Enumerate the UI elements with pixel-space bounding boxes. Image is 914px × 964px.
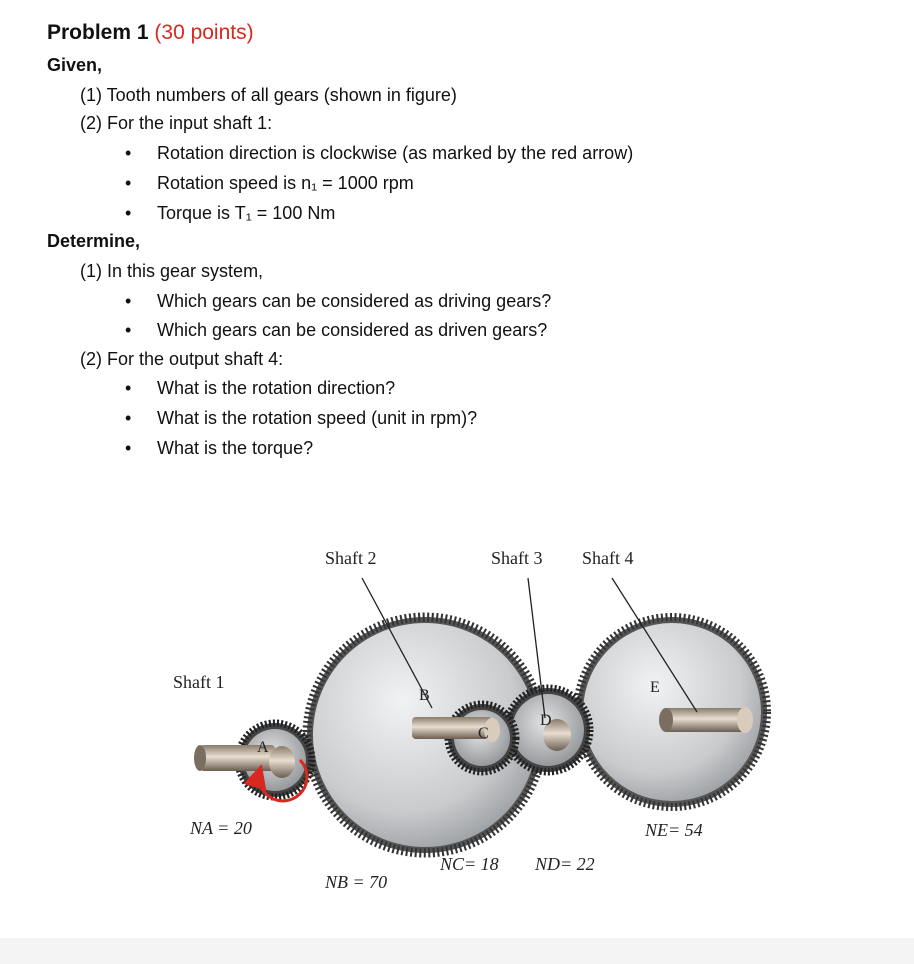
letter-d: D — [540, 712, 552, 729]
given-bullet-1 — [125, 143, 634, 164]
determine-bullet-1 — [125, 291, 552, 312]
determine-item-2: (2) For the output shaft 4: — [80, 349, 284, 369]
given-bullet-text: Torque is T₁ = 100 Nm — [157, 203, 336, 223]
determine-bullet-text: Which gears can be considered as driven gears? — [157, 320, 548, 340]
given-bullet-text: Rotation speed is n₁ = 1000 rpm — [157, 173, 414, 193]
problem-points: (30 points) — [154, 21, 254, 44]
bullet-dot: • — [125, 378, 132, 398]
letter-c: C — [478, 725, 489, 742]
letter-e: E — [650, 679, 660, 696]
label-shaft-3: Shaft 3 — [491, 548, 543, 568]
bullet-dot: • — [125, 203, 132, 223]
label-shaft-1: Shaft 1 — [173, 672, 225, 692]
given-bullet-text: Rotation direction is clockwise (as marked by the red arrow) — [157, 143, 634, 163]
bullet-dot: • — [125, 143, 132, 163]
bullet-dot: • — [125, 438, 132, 458]
given-item-2: (2) For the input shaft 1: — [80, 113, 273, 133]
label-shaft-4: Shaft 4 — [582, 548, 634, 568]
given-heading: Given, — [47, 55, 103, 75]
label-shaft-2: Shaft 2 — [325, 548, 377, 568]
determine-bullet-3 — [125, 378, 396, 399]
label-nd: ND= 22 — [535, 854, 595, 874]
shaft-4 — [659, 707, 753, 733]
determine-bullet-text: Which gears can be considered as driving gears? — [157, 291, 552, 311]
letter-b: B — [419, 687, 430, 704]
gear-train-figure — [0, 500, 914, 940]
page-bottom-bar — [0, 938, 914, 964]
given-bullet-3 — [125, 203, 336, 224]
given-bullet-2 — [125, 173, 414, 194]
determine-item-1: (1) In this gear system, — [80, 261, 264, 281]
label-ne: NE= 54 — [645, 820, 703, 840]
bullet-dot: • — [125, 291, 132, 311]
label-nb: NB = 70 — [325, 872, 388, 892]
problem-title — [47, 21, 254, 45]
label-nc: NC= 18 — [440, 854, 499, 874]
determine-bullet-text: What is the torque? — [157, 438, 314, 458]
letter-a: A — [257, 739, 269, 756]
label-na: NA = 20 — [190, 818, 252, 838]
determine-heading: Determine, — [47, 231, 141, 251]
given-item-1: (1) Tooth numbers of all gears (shown in figure) — [80, 85, 457, 105]
bullet-dot: • — [125, 173, 132, 193]
determine-bullet-2 — [125, 320, 548, 341]
bullet-dot: • — [125, 408, 132, 428]
determine-bullet-text: What is the rotation direction? — [157, 378, 396, 398]
determine-bullet-5 — [125, 438, 314, 459]
problem-title-text: Problem 1 — [47, 21, 149, 44]
determine-bullet-text: What is the rotation speed (unit in rpm)? — [157, 408, 478, 428]
bullet-dot: • — [125, 320, 132, 340]
determine-bullet-4 — [125, 408, 478, 429]
